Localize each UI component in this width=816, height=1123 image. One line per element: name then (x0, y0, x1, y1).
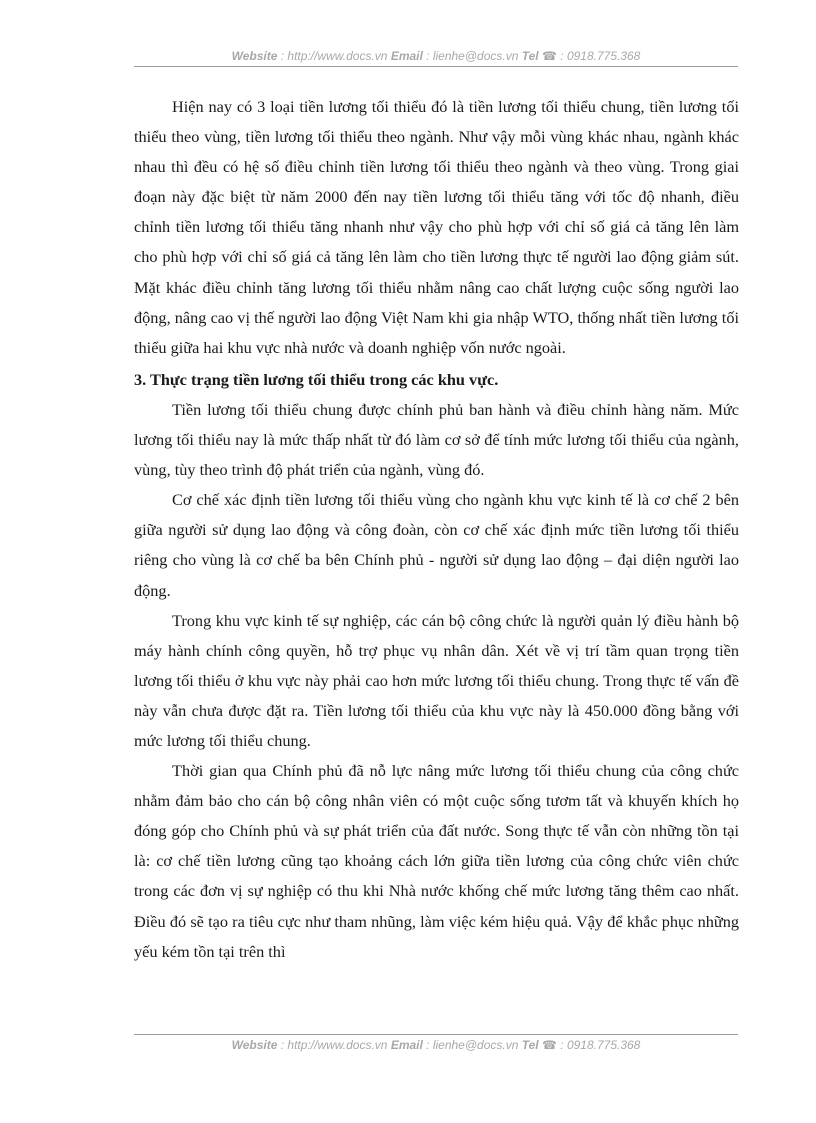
footer-tel-label: Tel (521, 1038, 539, 1052)
header-email-label: Email (390, 49, 423, 63)
phone-icon: ☎ (541, 49, 557, 63)
paragraph-public-sector: Trong khu vực kinh tế sự nghiệp, các cán bộ công chức là người quản lý điều hành bộ máy hành chính công quyền, hỗ trợ phục vụ nhân dân. Xét về vị trí tầm quan trọng tiền lương tối thiểu ở khu vực này phải cao hơn mức lương tối thiểu chung. Trong thực tế vấn đề này vẫn chưa được đặt ra. Tiền lương tối thiểu của khu vực này là 450.000 đồng bằng với mức lương tối thiểu chung. (134, 610, 739, 750)
header-tel-label: Tel (521, 49, 539, 63)
page-header (134, 49, 738, 67)
phone-icon: ☎ (541, 1038, 557, 1052)
footer-email-link[interactable]: : lienhe@docs.vn (422, 1038, 522, 1052)
footer-website-label: Website (231, 1038, 278, 1052)
section-heading: 3. Thực trạng tiền lương tối thiểu trong các khu vực. (134, 369, 499, 389)
footer-email-label: Email (390, 1038, 423, 1052)
header-tel-value: : 0918.775.368 (556, 49, 641, 63)
header-website-link[interactable]: : http://www.docs.vn (277, 49, 391, 63)
paragraph-government-efforts: Thời gian qua Chính phủ đã nỗ lực nâng mức lương tối thiểu chung của công chức nhằm đảm bảo cho cán bộ công nhân viên có một cuộc sống tươm tất và khuyến khích họ đóng góp cho Chính phủ và sự phát triển của đất nước. Song thực tế vẫn còn những tồn tại là: cơ chế tiền lương cũng tạo khoảng cách lớn giữa tiền lương của công chức viên chức trong các đơn vị sự nghiệp có thu khi Nhà nước khống chế mức lương tăng thêm cao nhất. Điều đó sẽ tạo ra tiêu cực như tham nhũng, làm việc kém hiệu quả. Vậy để khắc phục những yếu kém tồn tại trên thì (134, 761, 739, 961)
paragraph-intro: Hiện nay có 3 loại tiền lương tối thiểu đó là tiền lương tối thiểu chung, tiền lương tối thiểu theo vùng, tiền lương tối thiểu theo ngành. Như vậy mỗi vùng khác nhau, ngành khác nhau thì đều có hệ số điều chỉnh tiền lương tối thiểu theo ngành và theo vùng. Trong giai đoạn này đặc biệt từ năm 2000 đến nay tiền lương tối thiểu tăng với tốc độ nhanh, điều chỉnh tiền lương tối thiểu tăng nhanh như vậy cho phù hợp với chỉ số giá cả tăng lên làm cho phù hợp với chỉ số giá cả tăng lên làm cho tiền lương thực tế người lao động giảm sút. Mặt khác điều chỉnh tăng lương tối thiểu nhằm nâng cao chất lượng cuộc sống người lao động, nâng cao vị thế người lao động Việt Nam khi gia nhập WTO, thống nhất tiền lương tối thiểu giữa hai khu vực nhà nước và doanh nghiệp vốn nước ngoài. (134, 97, 739, 357)
footer-website-link[interactable]: : http://www.docs.vn (277, 1038, 391, 1052)
document-body (134, 92, 739, 967)
footer-tel-value: : 0918.775.368 (556, 1038, 641, 1052)
paragraph-mechanism: Cơ chế xác định tiền lương tối thiểu vùng cho ngành khu vực kinh tế là cơ chế 2 bên giữa người sử dụng lao động và công đoàn, còn cơ chế xác định mức tiền lương tối thiểu riêng cho vùng là cơ chế ba bên Chính phủ - người sử dụng lao động – đại diện người lao động. (134, 490, 739, 600)
paragraph-general-minimum-wage: Tiền lương tối thiểu chung được chính phủ ban hành và điều chỉnh hàng năm. Mức lương tối thiểu nay là mức thấp nhất từ đó làm cơ sở để tính mức lương tối thiểu của ngành, vùng, tùy theo trình độ phát triển của ngành, vùng đó. (134, 399, 739, 480)
header-website-label: Website (231, 49, 278, 63)
header-email-link[interactable]: : lienhe@docs.vn (422, 49, 522, 63)
page-footer (134, 1034, 738, 1052)
